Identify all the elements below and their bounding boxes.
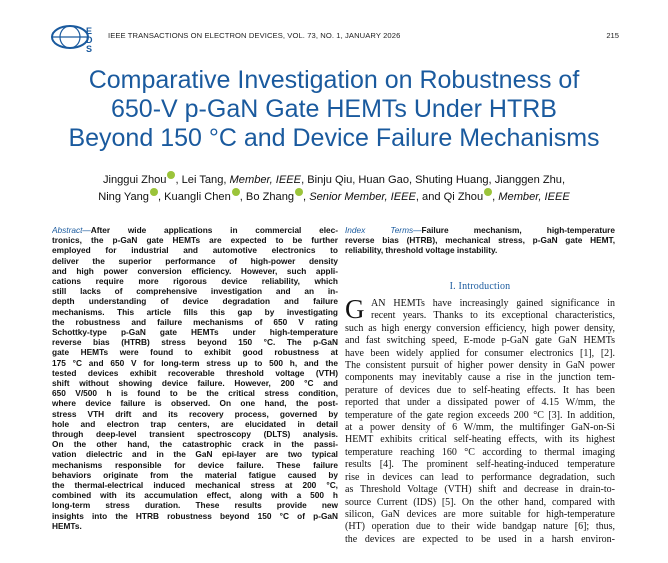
author-name: Ning Yang [98,191,149,203]
index-terms-label: Index Terms— [345,225,422,235]
abstract-line: 650 V/500 h is found to be the critical stress condition, [52,388,338,399]
index-terms-line [345,225,615,235]
svg-text:D: D [86,35,93,45]
intro-line: temperature of the gate region exceeds 200 °C [3]. In addition, [345,409,615,421]
abstract-line: hole and electron trap centers, are elucidated in detail [52,418,338,429]
title-line: 650-V p-GaN Gate HEMTs Under HTRB [111,95,557,123]
intro-line: have been widely applied for consumer electronics [1], [2]. [345,347,615,359]
title-line: Beyond 150 °C and Device Failure Mechanisms [68,124,600,152]
abstract-line: mechanisms. This article fills this gap by investigating [52,306,338,317]
abstract-line [52,225,338,235]
author-name: , Binju Qiu, Huan Gao, Shuting Huang, Jianggen Zhu, [301,174,566,186]
abstract-line: behaviors originate from the material fatigue caused by [52,469,338,480]
abstract-line: and high power conversion efficiency. However, such appli- [52,265,338,276]
ieee-eds-logo [50,22,102,52]
intro-line: temperature reaching 160 °C according to thermal imaging [345,446,615,458]
intro-line: reported that under a dissipated power of 4.15 W/mm, the [345,397,615,409]
abstract-line: cations require more rigorous device reliability, which [52,276,338,287]
index-terms-text: Failure mechanism, high-temperature [421,225,615,235]
intro-line: (HT) operation due to their wide bandgap nature [6]; thus, [345,521,615,533]
author-list [60,171,608,205]
intro-line: silicon, GaN devices are more suitable for high-temperature [345,508,615,520]
abstract-line: deliver the superior performance of high-power density [52,255,338,266]
abstract-line: On the other hand, the catastrophic crack in the passi- [52,439,338,450]
abstract-line: tested devices exhibit recoverable threshold voltage (VTH) [52,367,338,378]
author-name: , and Qi Zhou [415,191,484,203]
orcid-icon[interactable] [484,188,492,196]
author-line [60,171,608,188]
abstract-line: reverse bias (HTRB) stress beyond 150 °C. The p-GaN [52,337,338,348]
abstract-line: depth understanding of device degradation and failure [52,296,338,307]
author-name: , Lei Tang, [175,174,230,186]
abstract-line: vation dielectric and in the GaN epi-layer are two typical [52,449,338,460]
orcid-icon[interactable] [232,188,240,196]
intro-line: such as high energy conversion efficiency, high power density, [345,322,615,334]
abstract-line: long-term stress duration. These results provide new [52,500,338,511]
paper-title [30,66,638,153]
abstract-line: 175 °C and 650 V for long-term stress up to 500 h, and the [52,357,338,368]
author-membership: Member, IEEE [498,191,570,203]
intro-line: results [4]. The prominent self-heating-induced temperature [345,459,615,471]
intro-line: perature of devices due to self-heating effects. It has been [345,384,615,396]
intro-line: components may inevitably cause a rise in the junction tem- [345,372,615,384]
page-number: 215 [606,31,619,40]
author-membership: Member, IEEE [229,174,302,186]
abstract-line: the robustness and failure mechanisms of 650 V rating [52,316,338,327]
abstract-line: stress VTH drift and its recovery process, governed by [52,408,338,419]
intro-line: the devices are expected to be used in a harsh environ- [345,533,615,545]
section-heading-introduction: I. Introduction [449,281,511,292]
abstract-line: combined with its accumulation effect, along with a 500 h [52,490,338,501]
author-name: Jinggui Zhou [102,174,167,186]
intro-line: as Threshold Voltage (VTH) shift and decrease in drain-to- [345,484,615,496]
intro-line: rise in devices can lead to performance degradation, such [345,471,615,483]
abstract-label: Abstract— [52,225,91,235]
abstract-line: gate HEMTs were found to exhibit good robustness at [52,347,338,358]
intro-line: recent years. Thanks to its exceptional characteristics, [371,310,615,322]
svg-text:E: E [86,26,93,36]
index-terms-line: reliability, threshold voltage instability. [345,245,498,256]
orcid-icon[interactable] [295,188,303,196]
author-membership: Senior Member, IEEE [309,191,416,203]
intro-line: HEMT exhibits critical self-heating effects, with its highest [345,434,615,446]
title-line: Comparative Investigation on Robustness of [88,66,580,94]
orcid-icon[interactable] [150,188,158,196]
abstract-line: mechanisms responsible for device failure. These failure [52,459,338,470]
drop-cap: G [345,294,365,324]
author-line [60,188,608,205]
svg-text:S: S [86,44,93,52]
abstract-line: tronics, the p-GaN gate HEMTs are expected to be further [52,235,338,246]
abstract-line: through deep-level transient spectroscopy (DLTS) analysis. [52,429,338,440]
abstract-line: still lacks of comprehensive investigation and an in- [52,286,338,297]
introduction-body [345,294,615,546]
intro-line: source Current (IDS) [5]. On the other hand, compared with [345,496,615,508]
running-head: IEEE TRANSACTIONS ON ELECTRON DEVICES, VOL. 73, NO. 1, JANUARY 2026 [108,31,401,40]
abstract-line: employed for industrial and automotive electronics to [52,245,338,256]
author-name: , Kuangli Chen [157,191,231,203]
abstract-line: Schottky-type p-GaN gate HEMTs under high-temperature [52,327,338,338]
intro-line: The consistent pursuit of higher power density in GaN power [345,360,615,372]
author-name: , Bo Zhang [239,191,295,203]
abstract-text: After wide applications in commercial elec- [90,225,338,235]
intro-line: AN HEMTs have increasingly gained significance in [371,298,615,309]
index-terms-line: reverse bias (HTRB), mechanical stress, p-GaN gate HEMT, [345,235,615,246]
intro-line: and fast switching speed, E-mode p-GaN gate GaN HEMTs [345,335,615,347]
abstract-line: insights into the HTRB robustness beyond 150 °C of p-GaN [52,510,338,521]
abstract-line: shift without showing device failure. However, 200 °C and [52,378,338,389]
abstract-line: HEMTs. [52,520,82,531]
author-separator: , [303,191,310,203]
index-terms [345,225,615,256]
author-separator: , [492,191,499,203]
intro-line: at a power density of 6 W/mm, the multifinger GaN-on-Si [345,422,615,434]
abstract-line: the thermal-electrical induced mechanical stress at 200 °C, [52,480,338,491]
abstract-line: where device failure is observed. On one hand, the post- [52,398,338,409]
abstract [52,225,338,531]
